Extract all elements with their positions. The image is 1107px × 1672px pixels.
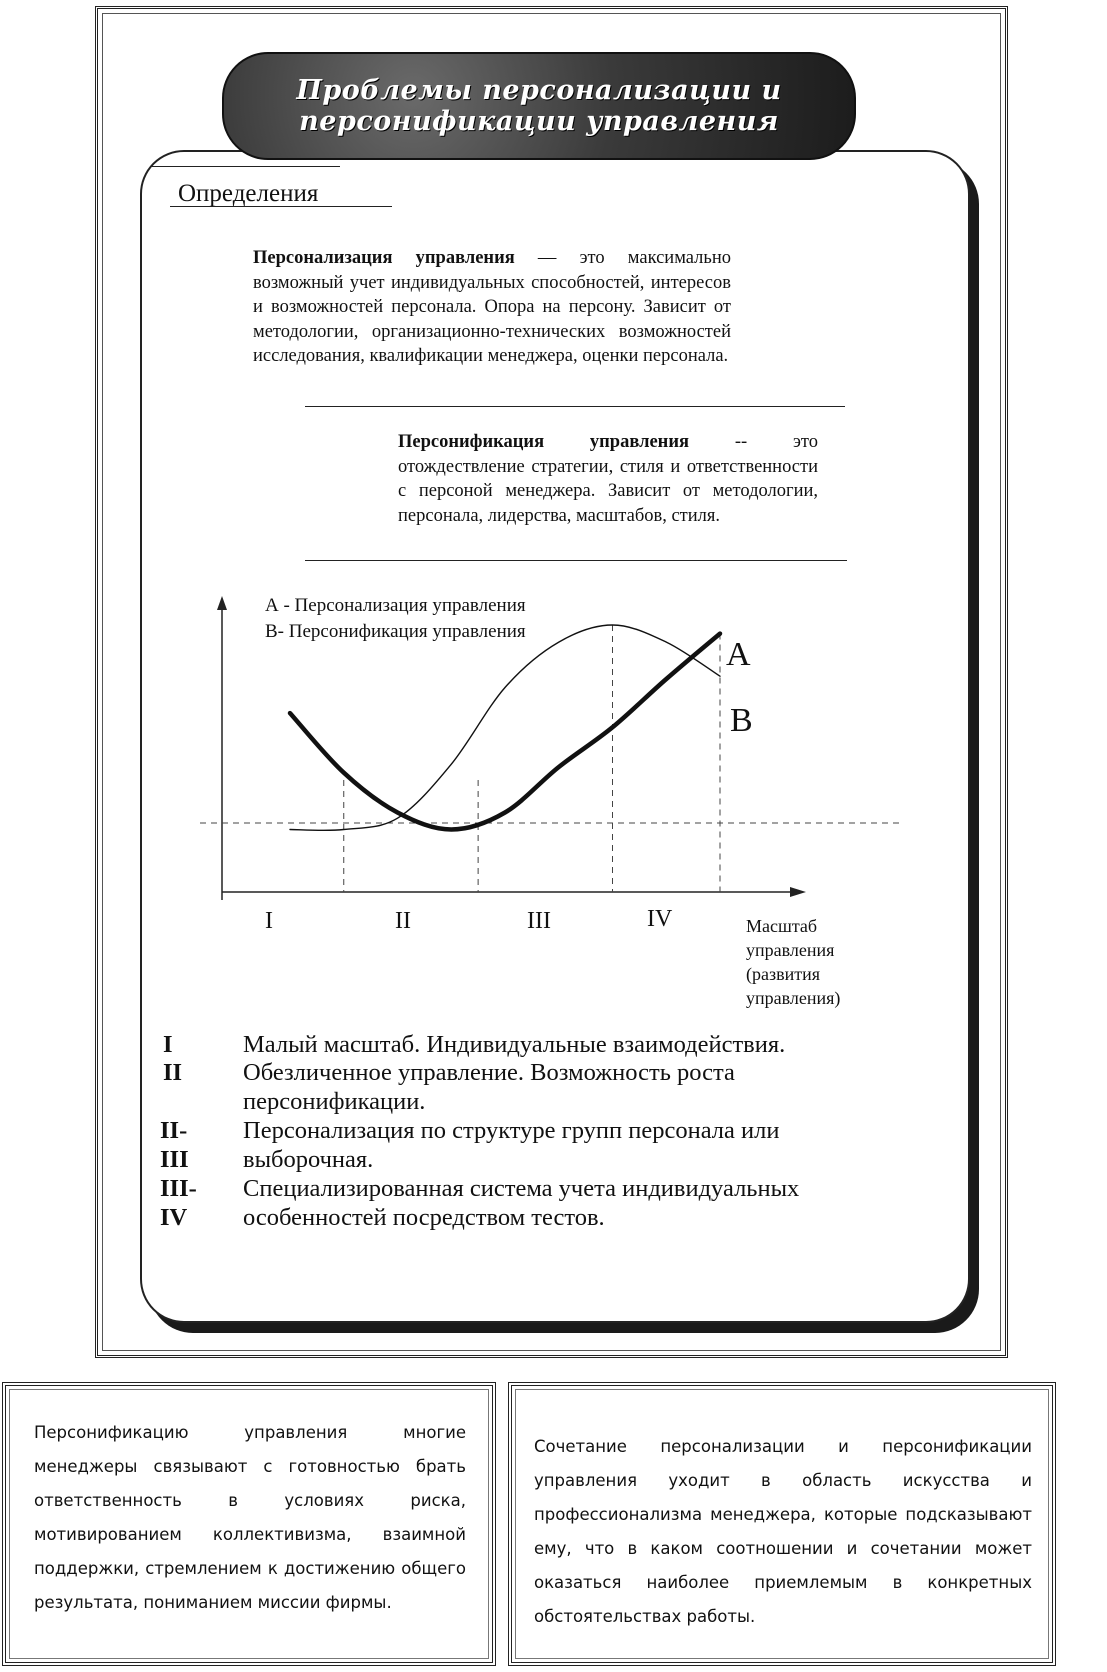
title-line-1: Проблемы персонализации и bbox=[296, 75, 782, 106]
curve-label-a: A bbox=[726, 636, 751, 673]
legend-entry-a: А - Персонализация управления bbox=[265, 595, 526, 616]
definition-personification bbox=[398, 430, 818, 528]
definition-term: Персонализация управления bbox=[253, 248, 515, 268]
definition-term: Персонификация управления bbox=[398, 432, 690, 452]
note-text-right: Сочетание персонализации и персонификации управления уходит в область искусства и профессионализма менеджера, которые подсказывают ему, что в каком соотношении и сочетании может оказаться наиболее приемлемым в конкретных обстоятельствах работы. bbox=[534, 1437, 1032, 1626]
definition-divider-1 bbox=[305, 406, 845, 407]
period-label-3: III bbox=[527, 908, 551, 934]
x-axis-caption-line: Масштаб bbox=[746, 916, 818, 936]
note-text-left: Персонификацию управления многие менеджеры связывают с готовностью брать ответственность в условиях риска, мотивированием коллективизма, взаимной поддержки, стремлением к достижению общего результата, пониманием миссии фирмы. bbox=[34, 1423, 466, 1612]
stage-code: II bbox=[163, 1059, 183, 1086]
stage-description: Малый масштаб. Индивидуальные взаимодействия. bbox=[243, 1031, 786, 1058]
note-box-right bbox=[508, 1382, 1056, 1666]
stage-description: Специализированная система учета индивидуальных особенностей посредством тестов. bbox=[243, 1175, 800, 1231]
section-heading: Определения bbox=[178, 180, 319, 207]
heading-rule-bottom bbox=[170, 206, 392, 207]
period-label-1: I bbox=[265, 908, 273, 934]
stage-code: I bbox=[163, 1031, 173, 1058]
stage-code: III-IV bbox=[160, 1175, 197, 1231]
legend-entry-b: В- Персонификация управления bbox=[265, 621, 526, 642]
x-axis-caption-line: управления) bbox=[746, 988, 841, 1008]
x-axis-caption-line: управления bbox=[746, 940, 835, 960]
definition-divider-2 bbox=[305, 560, 847, 561]
curve-label-b: B bbox=[730, 702, 753, 739]
period-label-4: IV bbox=[647, 906, 673, 932]
heading-rule-top bbox=[150, 166, 340, 167]
definition-personalization bbox=[253, 246, 731, 369]
series-line-b bbox=[290, 625, 720, 830]
note-box-left bbox=[2, 1382, 496, 1666]
stage-code: II-III bbox=[160, 1117, 189, 1173]
definition-text: -- это отождествление стратегии, стиля и ответственности с персоной менеджера. Зависит от методологии, персонала, лидерства, масштабов, стиля. bbox=[398, 432, 818, 526]
x-axis-caption bbox=[746, 914, 840, 1010]
series-line-a bbox=[290, 634, 720, 830]
y-axis-arrow bbox=[217, 596, 227, 610]
x-axis-caption-line: (развития bbox=[746, 964, 821, 984]
stage-description: Обезличенное управление. Возможность роста персонификации. bbox=[243, 1059, 735, 1115]
stage-description: Персонализация по структуре групп персонала или выборочная. bbox=[243, 1117, 780, 1173]
x-axis-arrow bbox=[790, 887, 806, 897]
title-banner bbox=[222, 52, 856, 160]
period-label-2: II bbox=[395, 908, 411, 934]
definition-text: — это максимально возможный учет индивидуальных способностей, интересов и возможностей персонала. Опора на персону. Зависит от методологии, организационно-технических возможностей исследования, квалификации менеджера, оценки персонала. bbox=[253, 248, 731, 366]
title-line-2: персонификации управления bbox=[299, 106, 779, 137]
